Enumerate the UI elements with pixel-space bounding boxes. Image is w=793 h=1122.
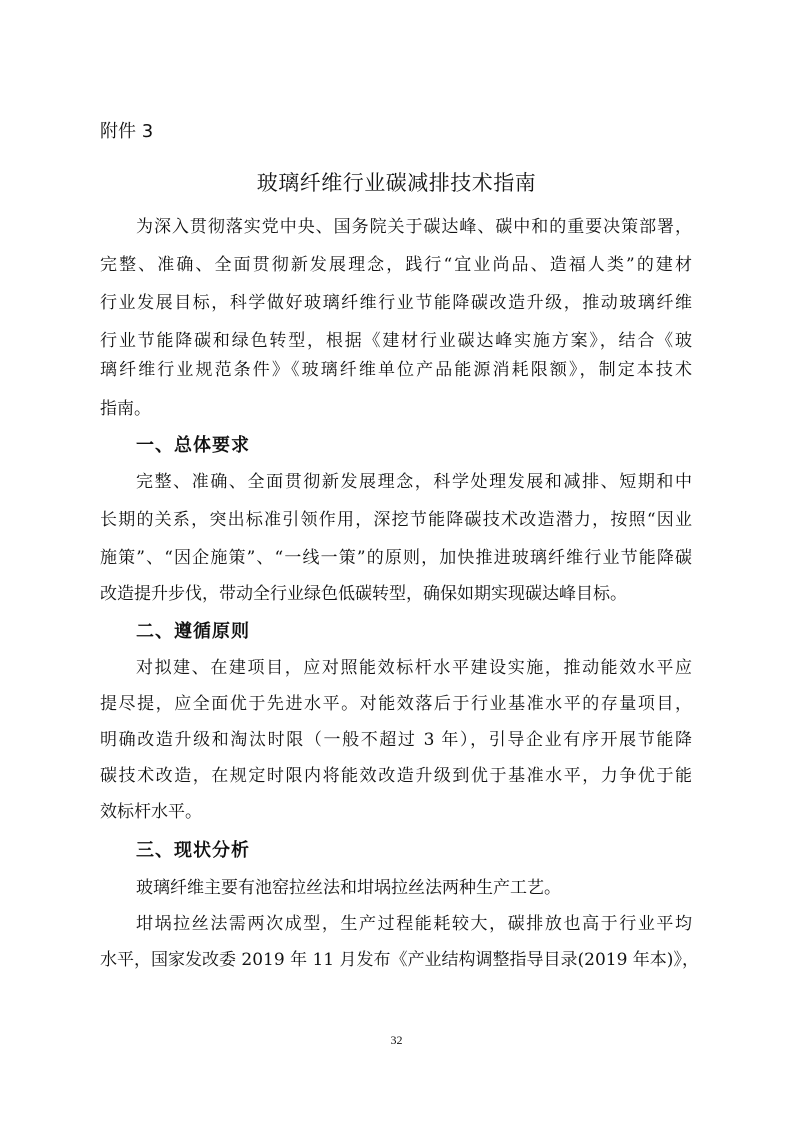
intro-line: 行业发展目标，科学做好玻璃纤维行业节能降碳改造升级，推动玻璃纤维 [100,293,692,313]
section2-line: 效标杆水平。 [100,802,202,822]
section2-line: 明确改造升级和淘汰时限（一般不超过 3 年），引导企业有序开展节能降 [100,730,692,750]
section-heading-principles: 二、遵循原则 [136,621,250,642]
section2-line: 碳技术改造，在规定时限内将能效改造升级到优于基准水平，力争优于能 [100,766,692,786]
section-heading-overall-requirements: 一、总体要求 [136,435,250,456]
section3-line: 水平，国家发改委 2019 年 11 月发布《产业结构调整指导目录(2019 年本)》， [100,950,699,970]
section3-paragraph: 玻璃纤维主要有池窑拉丝法和坩埚拉丝法两种生产工艺。 [136,878,561,898]
section2-line: 对拟建、在建项目，应对照能效标杆水平建设实施，推动能效水平应 [136,658,692,678]
section-heading-current-status: 三、现状分析 [136,840,250,861]
attachment-label: 附件 3 [100,121,154,142]
intro-line: 完整、准确、全面贯彻新发展理念，践行“宜业尚品、造福人类”的建材 [100,255,692,275]
section3-line: 坩埚拉丝法需两次成型，生产过程能耗较大，碳排放也高于行业平均 [136,914,692,934]
section1-line: 改造提升步伐，带动全行业绿色低碳转型，确保如期实现碳达峰目标。 [100,584,627,604]
page-number: 32 [390,1033,403,1047]
section2-line: 提尽提，应全面优于先进水平。对能效落后于行业基准水平的存量项目， [100,694,692,714]
section1-line: 长期的关系，突出标准引领作用，深挖节能降碳技术改造潜力，按照“因业 [100,510,692,530]
section1-line: 完整、准确、全面贯彻新发展理念，科学处理发展和减排、短期和中 [136,472,692,492]
section1-line: 施策”、“因企施策”、“一线一策”的原则，加快推进玻璃纤维行业节能降碳 [100,548,692,568]
intro-line: 行业节能降碳和绿色转型，根据《建材行业碳达峰实施方案》，结合《玻 [100,331,692,351]
intro-line: 璃纤维行业规范条件》《玻璃纤维单位产品能源消耗限额》，制定本技术 [100,360,692,380]
document-title: 玻璃纤维行业碳减排技术指南 [256,171,537,195]
intro-line: 为深入贯彻落实党中央、国务院关于碳达峰、碳中和的重要决策部署， [136,217,692,237]
intro-line: 指南。 [100,399,151,419]
